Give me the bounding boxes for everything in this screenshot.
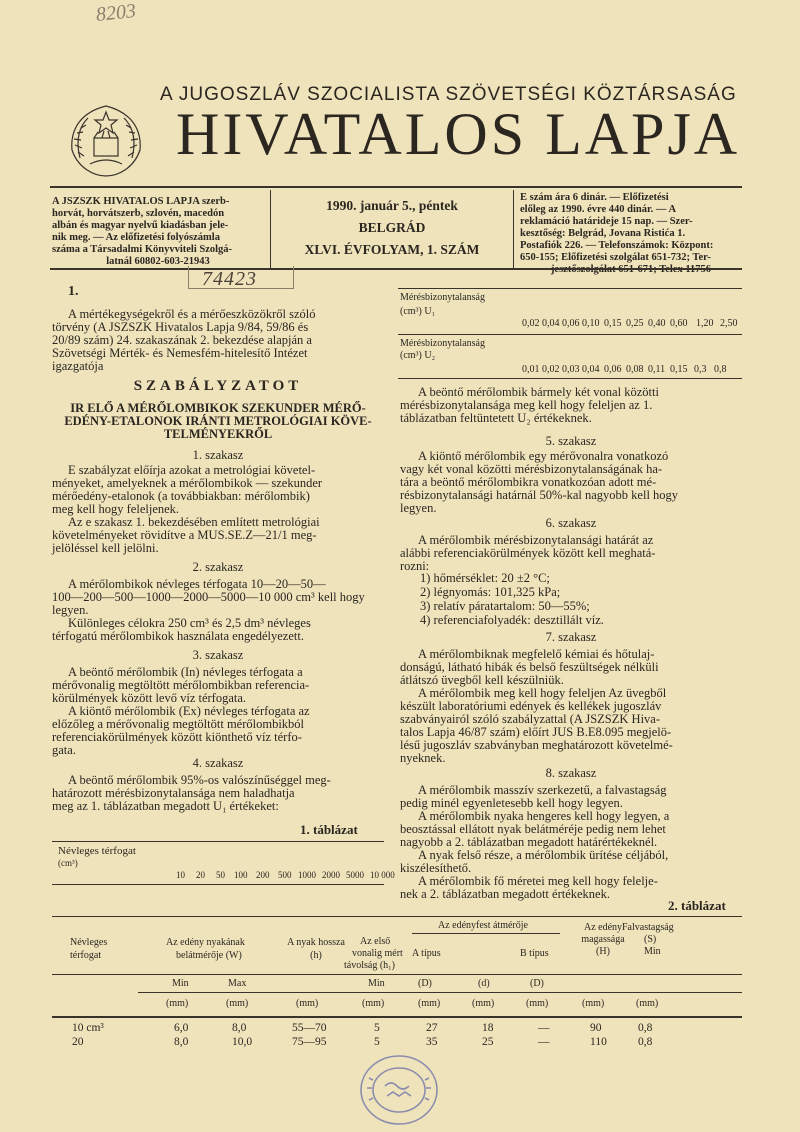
decree-number: 1. [68,284,79,299]
header-wall-line: Min [644,946,661,957]
header-rule-bottom [50,268,742,270]
table-2-group-rule [412,933,560,934]
header-left-info [52,196,264,268]
u2-cell: 0,15 [670,364,688,375]
volume-cell: 1000 [298,870,316,880]
s7-line: talos Lapja 46/87 szám) előírt JUS B.E8.095 megjelö- [400,725,672,739]
header-height-line: (H) [596,946,610,957]
table-1-rule-bottom [52,884,384,885]
cell-neck-min: 6,0 [174,1022,189,1034]
issue-volume: XLVI. ÉVFOLYAM, 1. SZÁM [304,242,480,257]
table-2-header-line-distance [344,936,403,972]
unit-cell: (mm) [418,998,441,1009]
table-1-volume-unit: (cm³) [58,858,78,868]
table-2-header-type-a: A típus [412,948,441,959]
table-2-header-nominal [70,936,107,962]
u1-cell: 1,20 [696,318,714,329]
u1-cell: 0,06 [562,318,580,329]
s7-line: készült laboratóriumi edények és kellékek jugoszláv [400,699,662,713]
regulation-subheading [52,402,384,441]
s1-line: követelményeket rövidítve a MUS.SE.Z—21/1 meg- [52,528,317,542]
s8-line: A mérőlombik nyaka hengeres kell hogy legyen, a [418,809,670,823]
unit-cell: (mm) [472,998,495,1009]
section-4-title: 4. szakasz [192,756,244,770]
table-1-u2-label: Mérésbizonytalanság [400,338,485,349]
s8-line: kiszélesíthető. [400,861,472,875]
header-right-line: E szám ára 6 dinár. — Előfizetési [520,192,669,203]
cell-type-b: — [538,1036,550,1048]
header-divider-right [513,190,514,268]
reference-condition: 2) légnyomás: 101,325 kPa; [420,585,561,599]
subheading-line: IR ELŐ A MÉRŐLOMBIKOK SZEKUNDER MÉRŐ- [70,401,366,415]
u2-cell: 0,02 [542,364,560,375]
u1-cell: 0,25 [626,318,644,329]
s7-line: nyeknek. [400,751,446,765]
unit-cell: (mm) [362,998,385,1009]
s1-line: jelöléssel kell jelölni. [52,541,159,555]
cell-type-a: 35 [426,1036,438,1048]
header-line-distance-line: Az első [360,936,391,947]
section-6-title: 6. szakasz [545,516,597,530]
sublabel-min2: Min [368,978,385,989]
s5-line: A kiöntő mérőlombik egy mérővonalra vonatkozó [418,449,669,463]
volume-cell: 200 [256,870,270,880]
u1-cell: 0,15 [604,318,622,329]
cell-line-distance: 5 [374,1022,380,1034]
s7-line: A mérőlombiknak megfelelő kémiai és hőtulaj- [418,647,655,661]
table-1-u1-label: Mérésbizonytalanság [400,292,485,303]
intro-line: igazgatója [52,359,104,373]
s2-line: térfogatú mérőlombikok használata engedélyezett. [52,629,304,643]
table-1-right-rule-bottom [398,378,742,379]
section-2-body [52,578,384,643]
header-nominal-line: Névleges [70,937,108,948]
volume-cell: 100 [234,870,248,880]
unit-cell: (mm) [226,998,249,1009]
unit-cell: (mm) [296,998,319,1009]
volume-cell: 20 [196,870,205,880]
cell-type-a-d: 18 [482,1022,494,1034]
table-2-group-header: Az edényfest átmérője [438,920,528,931]
s3-line: referenciakörülmények között kiönthető víz térfo- [52,730,302,744]
intro-line: törvény (A JSZSZK Hivatalos Lapja 9/84, 59/86 és [52,320,309,334]
u2-cell: 0,8 [714,364,727,375]
header-height-line: Az edény [583,922,623,933]
section-8-body [400,784,742,901]
s2-line: A mérőlombikok névleges térfogata 10—20—50— [68,577,326,591]
reference-conditions-list [420,572,742,627]
table-2-rule-units [52,1016,742,1018]
s1-line: ményeket, amelyeknek a mérőlombikok — szekunder [52,476,323,490]
registration-stamp-number: 74423 [202,268,257,290]
u2-cell: 0,06 [604,364,622,375]
sublabel-d-small: (d) [478,978,490,989]
header-right-line: Postafiók 226. — Telefonszámok: Központ: [520,240,714,251]
s3-line: A kiöntő mérőlombik (Ex) névleges térfogata az [68,704,310,718]
s8-line: A mérőlombik masszív szerkezetű, a falvastagság [418,783,667,797]
header-right-line [520,264,742,276]
s5-line: résbizonytalansági határnál 50%-kal nagyobb kell hogy [400,488,679,502]
volume-cell: 10 [176,870,185,880]
header-left-line: latnál 60802-603-21943 [106,256,210,267]
u2-cell: 0,3 [694,364,707,375]
u1-cell: 0,40 [648,318,666,329]
subheading-line: EDÉNY-ETALONOK IRÁNTI METROLÓGIAI KÖVE- [64,414,372,428]
s7-line: átlátszó üvegből kell készülniük. [400,673,564,687]
u1-cell: 0,04 [542,318,560,329]
header-left-line: horvát, horvátszerb, szlovén, macedón [52,208,225,219]
cell-type-b: — [538,1022,550,1034]
section-3-title: 3. szakasz [192,648,244,662]
table-2-rule-header [52,974,742,975]
u2-cell: 0,08 [626,364,644,375]
sublabel-d-b: (D) [530,978,544,989]
s6-line: A mérőlombik mérésbizonytalansági határát az [418,533,654,547]
s3-line: gata. [52,743,76,757]
u2-cell: 0,03 [562,364,580,375]
s4-line: határozott mérésbizonytalansága nem haladhatja [52,786,295,800]
issue-city: BELGRÁD [358,220,426,235]
section-8-title: 8. szakasz [545,766,597,780]
unit-cell: (mm) [636,998,659,1009]
s7-line: donságú, látható hibák és belső feszültségek nélküli [400,660,659,674]
header-neck-line: belátmérője (W) [176,950,242,961]
reference-condition: 3) relatív páratartalom: 50—55%; [420,599,590,613]
s2-line: Különleges célokra 250 cm³ és 2,5 dm³ névleges [68,616,311,630]
header-left-line: A JSZSZK HIVATALOS LAPJA szerb- [52,196,230,207]
intro-line: A mértékegységekről és a mérőeszközökről szóló [68,307,316,321]
u2-cell: 0,01 [522,364,540,375]
cell-type-a: 27 [426,1022,438,1034]
header-left-line: albán és magyar nyelvű kiadásban jele- [52,220,229,231]
s8-line: A nyak felső része, a mérőlombik ürítése céljából, [418,848,669,862]
table-1-right-rule-mid [398,334,742,335]
u2-cell: 0,11 [648,364,666,375]
cell-height: 110 [590,1036,607,1048]
unit-cell: (mm) [166,998,189,1009]
sublabel-min: Min [172,978,189,989]
p1-line: táblázatban feltüntetett U₂ értékeknek. [400,411,592,425]
table-2-header-type-b: B típus [520,948,549,959]
intro-paragraph [52,308,384,373]
s5-line: vagy két vonal közötti mérésbizonytalanságának ha- [400,462,663,476]
header-right-info [520,192,742,276]
volume-cell: 500 [278,870,292,880]
sublabel-d-a: (D) [418,978,432,989]
intro-line: 20/89 szám) 24. szakaszának 2. bekezdése alapján a [52,333,312,347]
table-2-rule-top [52,916,742,917]
cell-volume: 20 [72,1036,84,1048]
section-5-title: 5. szakasz [545,434,597,448]
section-6-body [400,534,742,573]
s7-line: szabványairól szóló szabályzattal (A JSZSZK Hiva- [400,712,660,726]
table-1-right-rule [398,288,742,289]
s8-line: A mérőlombik fő méretei meg kell hogy felelje- [418,874,658,888]
section-2-title: 2. szakasz [192,560,244,574]
volume-cell: 5000 [346,870,364,880]
table-2-title: 2. táblázat [668,898,726,913]
header-right-line: 650-155; Előfizetési szolgálat 651-732; Ter- [520,252,711,263]
s2-line: 100—200—500—1000—2000—5000—10 000 cm³ kell hogy [52,590,365,604]
cell-neck-length: 75—95 [292,1036,327,1048]
header-line-distance-line: vonalig mért [352,948,403,959]
table-1-u1-unit: (cm³) U₁ [400,306,436,317]
cell-wall: 0,8 [638,1022,653,1034]
volume-cell: 50 [216,870,225,880]
reference-condition: 1) hőmérséklet: 20 ±2 °C; [420,571,550,585]
u1-cell: 2,50 [720,318,738,329]
s4-line: meg az 1. táblázatban megadott U₁ értékeket: [52,799,279,813]
header-right-line: kesztőség: Belgrád, Jovana Ristića 1. [520,228,686,239]
table-1-rule [52,841,384,842]
s7-line: A mérőlombik meg kell hogy feleljen Az üvegből [418,686,667,700]
state-emblem-icon [60,98,152,180]
u1-cell: 0,10 [582,318,600,329]
header-wall-line: Falvastagság [622,922,674,933]
s8-line: pedig minél egyenletesebb kell hogy legyen. [400,796,623,810]
table-1-volume-label: Névleges térfogat [58,845,136,857]
header-neck-length-line: A nyak hossza [287,937,345,948]
header-height-line: magassága [581,934,625,945]
cell-wall: 0,8 [638,1036,653,1048]
regulation-heading: SZABÁLYZATOT [133,378,303,394]
s5-line: tára a beöntő mérőlombikra vonatkozóan adott mé- [400,475,657,489]
cell-neck-max: 10,0 [232,1036,253,1048]
section-3-body [52,666,384,757]
section-7-body [400,648,742,765]
cell-neck-min: 8,0 [174,1036,189,1048]
cell-height: 90 [590,1022,602,1034]
s2-line: legyen. [52,603,89,617]
header-right-line: reklamáció határideje 15 nap. — Szer- [520,216,693,227]
header-nominal-line: térfogat [70,950,102,961]
s8-line: beosztással ellátott nyak belátméréje pedig nem lehet [400,822,666,836]
intro-line: Szövetségi Mérték- és Nemesfém-hitelesítő Intézet [52,346,308,360]
sublabel-max: Max [228,978,247,989]
cell-neck-length: 55—70 [292,1022,327,1034]
table-1-u2-unit: (cm³) U₂ [400,350,436,361]
table-1-title: 1. táblázat [300,822,358,837]
header-wall-line: (S) [644,934,657,945]
s1-line: E szabályzat előírja azokat a metrológiai követel- [68,463,316,477]
header-right-line: előleg az 1990. évre 440 dinár. — A [520,204,677,215]
header-left-line: száma a Társadalmi Könyvviteli Szolgá- [52,244,233,255]
header-rule-top [50,186,742,188]
u2-paragraph [400,386,742,425]
volume-cell: 10 000 [370,870,395,880]
s6-line: rozni: [400,559,430,573]
cell-volume: 10 cm³ [72,1022,104,1034]
cell-neck-max: 8,0 [232,1022,247,1034]
subheading-line: TELMÉNYEKRŐL [163,427,273,441]
unit-cell: (mm) [582,998,605,1009]
s4-line: A beöntő mérőlombik 95%-os valószínűséggel meg- [68,773,331,787]
library-stamp-icon [355,1050,443,1130]
section-4-body [52,774,384,813]
table-2-rule-sub [138,992,742,993]
header-divider-left [270,190,271,268]
table-2-header-neck [166,936,245,962]
gazette-title: HIVATALOS LAPJA [176,101,741,167]
section-7-title: 7. szakasz [545,630,597,644]
s7-line: lésű jugoszláv szabványban meghatározott követelmé- [400,738,673,752]
section-1-title: 1. szakasz [192,448,244,462]
volume-cell: 2000 [322,870,340,880]
s3-line: előzőleg a mérővonalig megtöltött mérőlombikból [52,717,305,731]
table-2-header-wall [622,922,674,958]
header-line-distance-line: távolság (h₁) [344,960,395,971]
republic-header: A JUGOSZLÁV SZOCIALISTA SZÖVETSÉGI KÖZTÁRSASÁG [160,84,737,105]
unit-cell: (mm) [526,998,549,1009]
section-5-body [400,450,742,515]
p1-line: mérésbizonytalansága meg kell hogy feleljen az 1. [400,398,653,412]
s3-line: körülmények között levő víz térfogata. [52,691,247,705]
s5-line: legyen. [400,501,437,515]
u1-cell: 0,02 [522,318,540,329]
u2-cell: 0,04 [582,364,600,375]
s3-line: mérővonalig megtöltött mérőlombikban referencia- [52,678,310,692]
reference-condition: 4) referenciafolyadék: desztillált víz. [420,613,604,627]
cell-line-distance: 5 [374,1036,380,1048]
section-1-body [52,464,384,555]
s3-line: A beöntő mérőlombik (In) névleges térfogata a [68,665,303,679]
u1-cell: 0,60 [670,318,688,329]
header-neck-length-line: (h) [310,950,322,961]
s1-line: Az e szakasz 1. bekezdésében említett metrológiai [68,515,320,529]
s6-line: alábbi referenciakörülmények között kell meghatá- [400,546,656,560]
header-neck-line: Az edény nyakának [166,937,245,948]
header-left-line: nik meg. — Az előfizetési folyószámla [52,232,220,243]
p1-line: A beöntő mérőlombik bármely két vonal közötti [418,385,659,399]
issue-date: 1990. január 5., péntek [326,198,458,213]
handwritten-archive-mark: 8203 [94,0,137,27]
s8-line: nek a 2. táblázatban megadott értékeknek. [400,887,610,901]
s8-line: nagyobb a 2. táblázatban megadott határértékeknél. [400,835,658,849]
s1-line: meg kell hogy feleljenek. [52,502,180,516]
s1-line: mérőedény-etalonok (a továbbiakban: mérőlombik) [52,489,310,503]
cell-type-a-d: 25 [482,1036,494,1048]
